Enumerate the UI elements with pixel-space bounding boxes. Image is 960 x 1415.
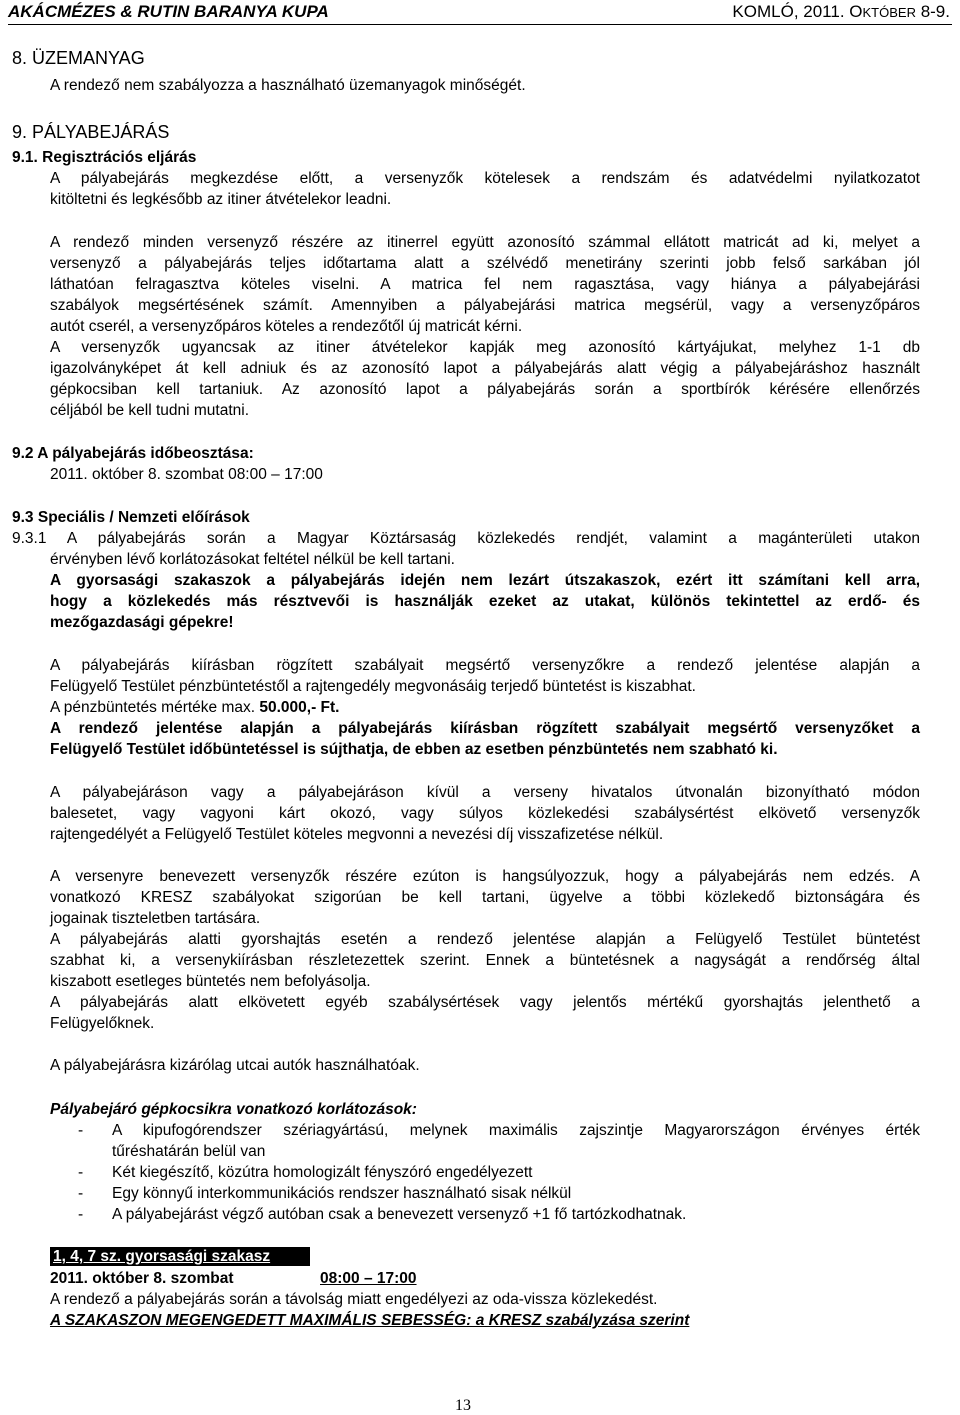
paragraph-line: vonatkozó KRESZ szabályokat szigorúan be kell tartani, ügyelve a többi közlekedő biztonságára és — [50, 889, 920, 906]
warning-line: mezőgazdasági gépekre! — [50, 614, 234, 631]
paragraph-line: A pályabejárásra kizárólag utcai autók használhatóak. — [50, 1057, 420, 1074]
paragraph-line: szabályok megsértésének számít. Amennyiben a pályabejárási matrica megsérül, vagy a versenyzőpáros — [50, 297, 920, 314]
list-item: Egy könnyű interkommunikációs rendszer használható sisak nélkül — [112, 1185, 572, 1202]
bullet-dash: - — [78, 1185, 84, 1202]
paragraph-line: érvényben lévő korlátozásokat feltétel nélkül be kell tartani. — [50, 551, 455, 568]
stage-date: 2011. október 8. szombat — [50, 1270, 234, 1287]
warning-line: hogy a közlekedés más résztvevői is használják ezeket az utakat, különös tekintettel az erdő- és — [50, 593, 920, 610]
list-item: A kipufogórendszer szériagyártású, melynek maximális zajszintje Magyarországon érvényes érték — [112, 1122, 920, 1139]
fine-amount: 50.000,- Ft. — [259, 699, 340, 716]
paragraph-line: A pályabejárás megkezdése előtt, a versenyzők kötelesek a rendszám és adatvédelmi nyilatkozatot — [50, 170, 920, 187]
page-header — [8, 0, 952, 25]
paragraph-line: láthatóan felragasztva köteles viselni. A matrica fel nem ragasztása, vagy hiánya a pályabejárási — [50, 276, 920, 293]
header-title: AKÁCMÉZES & RUTIN BARANYA KUPA — [8, 2, 329, 21]
paragraph-line: A pályabejárás alatt elkövetett egyéb szabálysértések vagy jelentős mértékű gyorshajtás jelenthető a — [50, 994, 920, 1011]
paragraph-line: A pályabejárás kiírásban rögzített szabályait megsértő versenyzőkre a rendező jelentése alapján a — [50, 657, 920, 674]
paragraph-line: céljából be kell tudni mutatni. — [50, 402, 250, 419]
paragraph-line: balesetet, vagy vagyoni kárt okozó, vagy súlyos közlekedési szabálysértést elkövető versenyzők — [50, 805, 920, 822]
bullet-dash: - — [78, 1122, 84, 1139]
stage-text: A rendező a pályabejárás során a távolság miatt engedélyezi az oda-vissza közlekedést. — [50, 1291, 658, 1308]
paragraph-line: Felügyelőknek. — [50, 1015, 155, 1032]
stage-time: 08:00 – 17:00 — [320, 1270, 417, 1287]
section-9-2-heading: 9.2 A pályabejárás időbeosztása: — [12, 445, 254, 462]
stage-title: 1, 4, 7 sz. gyorsasági szakasz — [53, 1248, 271, 1265]
paragraph-line: autót cserél, a versenyzőpáros köteles a rendezőtől új matricát kérni. — [50, 318, 523, 335]
paragraph-line: kitöltetni és legkésőbb az itiner átvételekor leadni. — [50, 191, 392, 208]
list-item: tűréshatárán belül van — [112, 1143, 266, 1160]
section-8-text: A rendező nem szabályozza a használható üzemanyagok minőségét. — [50, 77, 526, 94]
section-9-3-heading: 9.3 Speciális / Nemzeti előírások — [12, 509, 250, 526]
list-item: Két kiegészítő, közútra homologizált fényszóró engedélyezett — [112, 1164, 533, 1181]
schedule-line: 2011. október 8. szombat 08:00 – 17:00 — [50, 466, 323, 483]
paragraph-line: rajtengedélyét a Felügyelő Testület köteles megvonni a nevezési díj visszafizetése nélkül. — [50, 826, 664, 843]
page-number: 13 — [455, 1397, 471, 1414]
bullet-dash: - — [78, 1206, 84, 1223]
paragraph-line: Felügyelő Testület pénzbüntetéstől a rajtengedély megvonásáig terjedő büntetést is kiszabhat. — [50, 678, 696, 695]
bullet-dash: - — [78, 1164, 84, 1181]
bold-line: A rendező jelentése alapján a pályabejárás kiírásban rögzített szabályait megsértő versenyzőket a — [50, 720, 920, 737]
paragraph-line: 9.3.1 A pályabejárás során a Magyar Köztársaság közlekedés rendjét, valamint a magánterületi utakon — [12, 530, 920, 547]
warning-line: A gyorsasági szakaszok a pályabejárás idején nem lezárt útszakaszok, ezért itt számítani kell arra, — [50, 572, 920, 589]
paragraph-line: A rendező minden versenyző részére az itinerrel együtt azonosító számmal ellátott matricát ad ki, melyet a — [50, 234, 920, 251]
restrictions-title: Pályabejáró gépkocsikra vonatkozó korlátozások: — [50, 1101, 417, 1118]
paragraph-line: A versenyre benevezett versenyzők részére ezúton is hangsúlyozzuk, hogy a pályabejárás nem edzés. A — [50, 868, 920, 885]
paragraph-line: szabhat ki, a versenykiírásban részletezettek szerint. Ennek a büntetésnek a nagyságát a rendőrség által — [50, 952, 920, 969]
section-9-heading: 9. PÁLYABEJÁRÁS — [12, 122, 170, 142]
paragraph-line: A pályabejáráson vagy a pályabejáráson kívül a verseny hivatalos útvonalán bizonyítható módon — [50, 784, 920, 801]
paragraph-line: gépkocsiban kell tartaniuk. Az azonosító lapot a pályabejárás során a sportbírók kérésére ellenőrzés — [50, 381, 920, 398]
fine-amount-line: A pénzbüntetés mértéke max. 50.000,- Ft. — [50, 699, 340, 716]
paragraph-line: versenyző a pályabejárás teljes időtartama alatt a szélvédő menetirány szerinti jobb felső sarkában jól — [50, 255, 920, 272]
stage-title-bar — [50, 1247, 310, 1266]
stage-schedule — [50, 1268, 920, 1289]
section-9-1-heading: 9.1. Regisztrációs eljárás — [12, 149, 197, 166]
header-location-date: KOMLÓ, 2011. OKTÓBER 8-9. — [732, 2, 950, 21]
paragraph-line: igazolványképet át kell adniuk és az azonosító lapot a pályabejárás alatt végig a pályabejáráshoz használt — [50, 360, 920, 377]
paragraph-line: jogainak tiszteletben tartására. — [50, 910, 261, 927]
paragraph-line: A pályabejárás alatti gyorshajtás esetén a rendező jelentése alapján a Felügyelő Testület büntetést — [50, 931, 920, 948]
paragraph-line: A versenyzők ugyancsak az itiner átvételekor kapják meg azonosító kártyájukat, melyhez 1-1 db — [50, 339, 920, 356]
section-8-heading: 8. ÜZEMANYAG — [12, 48, 145, 68]
bold-line: Felügyelő Testület időbüntetéssel is sújthatja, de ebben az esetben pénzbüntetés nem szabható ki. — [50, 741, 778, 758]
list-item: A pályabejárást végző autóban csak a benevezett versenyző +1 fő tartózkodhatnak. — [112, 1206, 687, 1223]
speed-limit-line: A SZAKASZON MEGENGEDETT MAXIMÁLIS SEBESSÉG: a KRESZ szabályzása szerint — [50, 1312, 690, 1329]
paragraph-line: kiszabott esetleges büntetés nem befolyásolja. — [50, 973, 371, 990]
